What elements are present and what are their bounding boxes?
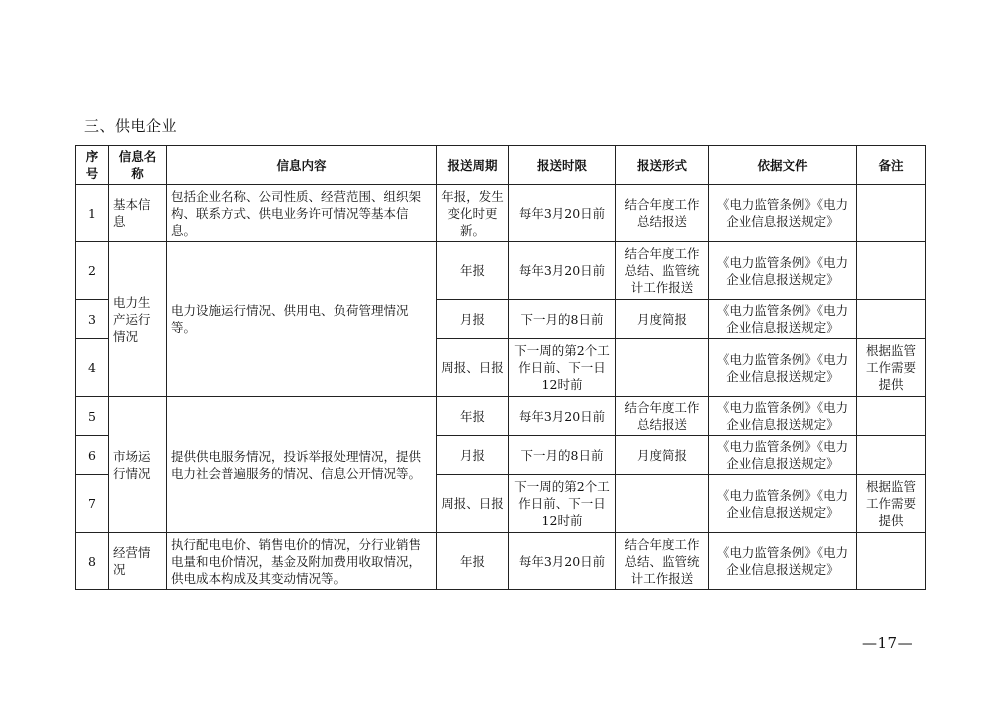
cell-content: 电力设施运行情况、供用电、负荷管理情况等。 — [167, 242, 437, 397]
cell-content: 执行配电电价、销售电价的情况，分行业销售电量和电价情况，基金及附加费用收取情况，供电成本构成及其变动情况等。 — [167, 533, 437, 590]
cell-deadline: 下一周的第2个工作日前、下一日12时前 — [509, 339, 616, 397]
header-row — [76, 146, 926, 185]
cell-period: 年报 — [437, 242, 509, 300]
cell-no: 3 — [76, 300, 109, 339]
cell-deadline: 下一月的8日前 — [509, 436, 616, 475]
cell-period: 周报、日报 — [437, 475, 509, 533]
cell-deadline: 每年3月20日前 — [509, 185, 616, 242]
cell-basis: 《电力监管条例》《电力企业信息报送规定》 — [709, 242, 857, 300]
header-note: 备注 — [857, 146, 926, 185]
cell-form: 结合年度工作总结报送 — [616, 185, 709, 242]
cell-deadline: 每年3月20日前 — [509, 533, 616, 590]
cell-name: 电力生产运行情况 — [109, 242, 167, 397]
cell-basis: 《电力监管条例》《电力企业信息报送规定》 — [709, 185, 857, 242]
cell-content: 包括企业名称、公司性质、经营范围、组织架构、联系方式、供电业务许可情况等基本信息。 — [167, 185, 437, 242]
cell-period: 周报、日报 — [437, 339, 509, 397]
cell-form — [616, 475, 709, 533]
cell-content: 提供供电服务情况，投诉举报处理情况，提供电力社会普遍服务的情况、信息公开情况等。 — [167, 397, 437, 533]
cell-basis: 《电力监管条例》《电力企业信息报送规定》 — [709, 475, 857, 533]
header-deadline: 报送时限 — [509, 146, 616, 185]
cell-no: 4 — [76, 339, 109, 397]
header-form: 报送形式 — [616, 146, 709, 185]
info-table — [75, 145, 926, 590]
cell-note — [857, 300, 926, 339]
cell-form: 结合年度工作总结、监管统计工作报送 — [616, 533, 709, 590]
cell-period: 年报 — [437, 533, 509, 590]
cell-basis: 《电力监管条例》《电力企业信息报送规定》 — [709, 300, 857, 339]
cell-form: 结合年度工作总结报送 — [616, 397, 709, 436]
section-title: 三、供电企业 — [84, 117, 178, 135]
table-row — [76, 397, 926, 436]
header-name: 信息名称 — [109, 146, 167, 185]
cell-no: 1 — [76, 185, 109, 242]
cell-basis: 《电力监管条例》《电力企业信息报送规定》 — [709, 533, 857, 590]
header-basis: 依据文件 — [709, 146, 857, 185]
cell-note — [857, 397, 926, 436]
cell-note: 根据监管工作需要提供 — [857, 475, 926, 533]
cell-period: 月报 — [437, 300, 509, 339]
cell-no: 2 — [76, 242, 109, 300]
cell-deadline: 每年3月20日前 — [509, 397, 616, 436]
cell-basis: 《电力监管条例》《电力企业信息报送规定》 — [709, 436, 857, 475]
cell-no: 6 — [76, 436, 109, 475]
cell-period: 年报，发生变化时更新。 — [437, 185, 509, 242]
cell-note — [857, 533, 926, 590]
cell-form: 结合年度工作总结、监管统计工作报送 — [616, 242, 709, 300]
header-no: 序号 — [76, 146, 109, 185]
cell-name: 基本信息 — [109, 185, 167, 242]
cell-no: 8 — [76, 533, 109, 590]
table-row — [76, 185, 926, 242]
cell-basis: 《电力监管条例》《电力企业信息报送规定》 — [709, 397, 857, 436]
cell-no: 5 — [76, 397, 109, 436]
cell-note — [857, 242, 926, 300]
cell-deadline: 每年3月20日前 — [509, 242, 616, 300]
header-period: 报送周期 — [437, 146, 509, 185]
cell-note: 根据监管工作需要提供 — [857, 339, 926, 397]
cell-basis: 《电力监管条例》《电力企业信息报送规定》 — [709, 339, 857, 397]
page-number: —17— — [862, 634, 914, 652]
cell-form — [616, 339, 709, 397]
cell-deadline: 下一月的8日前 — [509, 300, 616, 339]
cell-form: 月度简报 — [616, 436, 709, 475]
cell-no: 7 — [76, 475, 109, 533]
header-content: 信息内容 — [167, 146, 437, 185]
cell-note — [857, 436, 926, 475]
table-row — [76, 242, 926, 300]
cell-name: 经营情况 — [109, 533, 167, 590]
cell-name: 市场运行情况 — [109, 397, 167, 533]
cell-period: 月报 — [437, 436, 509, 475]
cell-note — [857, 185, 926, 242]
table-row — [76, 533, 926, 590]
cell-form: 月度简报 — [616, 300, 709, 339]
cell-period: 年报 — [437, 397, 509, 436]
cell-deadline: 下一周的第2个工作日前、下一日12时前 — [509, 475, 616, 533]
